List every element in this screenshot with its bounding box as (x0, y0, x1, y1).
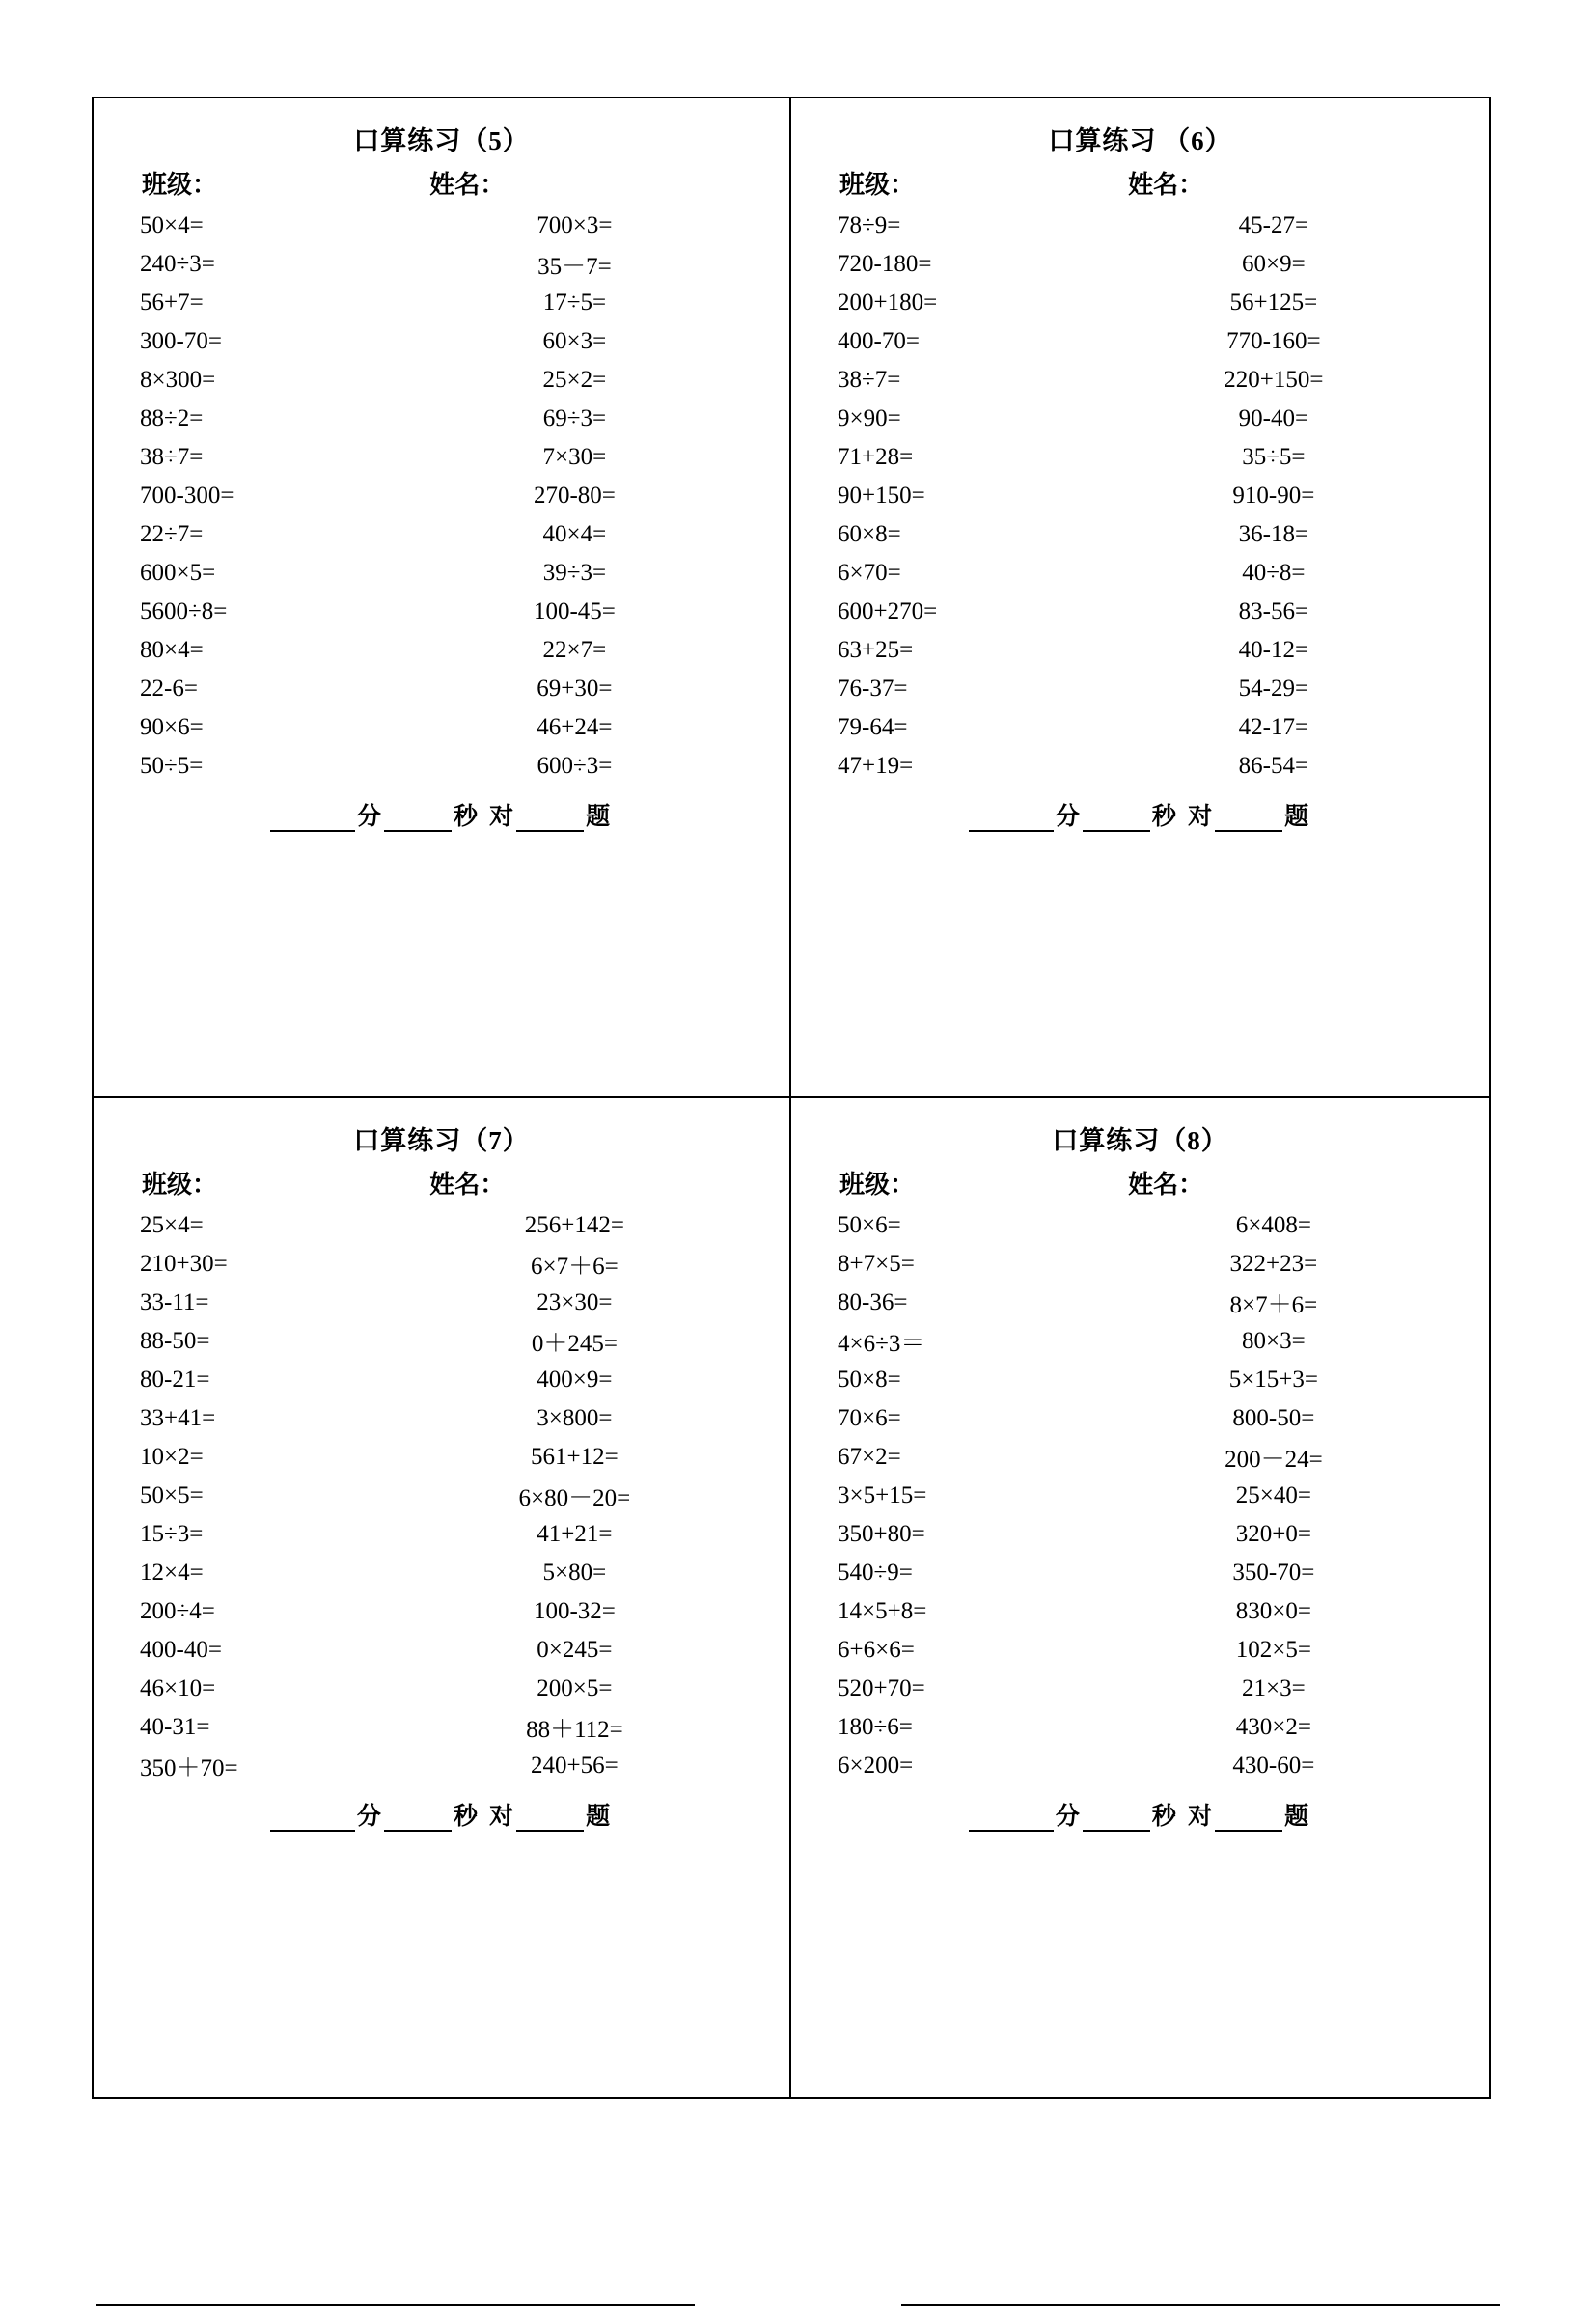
sheet-meta (123, 165, 760, 201)
name-label: 姓名： (429, 1170, 506, 1199)
problem-row (123, 245, 760, 284)
problem: 25×4= (140, 1211, 204, 1238)
problem: 15÷3= (140, 1520, 204, 1547)
problem-row (820, 515, 1460, 554)
problem-row (820, 1322, 1460, 1361)
sheet-footer (820, 797, 1460, 832)
problem: 8+7×5= (838, 1250, 915, 1277)
correct-count-blank (516, 809, 584, 832)
problem: 56+7= (140, 290, 204, 316)
problem-row (123, 708, 760, 747)
sheet-meta (123, 1165, 760, 1201)
problem-row (820, 1206, 1460, 1245)
problem: 40×4= (542, 521, 607, 547)
problem-row (820, 1515, 1460, 1554)
problem: 210+30= (140, 1250, 228, 1277)
problem: 200×5= (537, 1674, 613, 1701)
problem: 88÷2= (140, 405, 204, 431)
minute-unit: 分 (1055, 1803, 1081, 1830)
problem: 8×7＋6= (1229, 1291, 1318, 1318)
problem-row (820, 1592, 1460, 1631)
problem-row (820, 245, 1460, 284)
problem-row (123, 1747, 760, 1785)
time-second-blank (384, 809, 452, 832)
problem: 6×408= (1235, 1211, 1311, 1238)
practice-sheet-4 (791, 1098, 1489, 2098)
problem: 80×3= (1242, 1327, 1306, 1354)
problem-row (123, 207, 760, 245)
problem: 700-300= (140, 483, 234, 509)
time-second-blank (1083, 1809, 1150, 1832)
problem: 220+150= (1224, 367, 1324, 393)
sheet-footer (820, 1797, 1460, 1832)
problem: 35－7= (537, 254, 612, 280)
problem: 520+70= (838, 1674, 925, 1701)
problem: 12×4= (140, 1559, 204, 1586)
problem: 38÷7= (838, 367, 901, 393)
problem: 46+24= (537, 714, 613, 740)
sheet-footer (123, 1797, 760, 1832)
problem: 256+142= (524, 1211, 624, 1238)
problem: 430-60= (1232, 1752, 1315, 1779)
problem: 90×6= (140, 714, 204, 740)
problem-row (820, 1708, 1460, 1747)
correct-count-blank (1215, 1809, 1282, 1832)
sheet-title: 口算练习（7） (353, 1125, 530, 1155)
problem: 45-27= (1238, 212, 1309, 238)
problem: 720-180= (838, 251, 932, 277)
problem: 86-54= (1238, 753, 1309, 779)
problem: 14×5+8= (838, 1597, 927, 1624)
problem: 41+21= (537, 1520, 613, 1547)
problem-list (123, 207, 760, 786)
problem: 600÷3= (537, 753, 613, 779)
items-unit: 题 (1284, 1803, 1310, 1830)
problem-row (820, 322, 1460, 361)
problem: 600×5= (140, 560, 216, 586)
problem-row (820, 284, 1460, 322)
problem: 63+25= (838, 637, 914, 663)
problem-row (123, 1361, 760, 1399)
cut-line-right (901, 2304, 1500, 2306)
problem-row (123, 1322, 760, 1361)
problem-row (123, 631, 760, 670)
problem-row (123, 361, 760, 400)
problem: 80×4= (140, 637, 204, 663)
problem-row (123, 1284, 760, 1322)
problem: 400-40= (140, 1636, 222, 1663)
problem: 21×3= (1242, 1674, 1306, 1701)
problem-row (820, 1554, 1460, 1592)
problem: 100-32= (533, 1597, 616, 1624)
problem: 50×6= (838, 1211, 901, 1238)
problem: 600+270= (838, 598, 938, 624)
problem: 6×70= (838, 560, 901, 586)
time-second-blank (1083, 809, 1150, 832)
problem: 240÷3= (140, 251, 215, 277)
problem: 69+30= (537, 676, 613, 702)
sheet-meta (820, 1165, 1460, 1201)
problem: 22×7= (542, 637, 607, 663)
problem-row (820, 1399, 1460, 1438)
problem-row (123, 477, 760, 515)
second-unit: 秒 (453, 1803, 479, 1830)
problem-row (820, 1477, 1460, 1515)
problem-row (820, 1438, 1460, 1477)
problem-row (123, 1515, 760, 1554)
problem-row (123, 747, 760, 786)
problem: 22÷7= (140, 521, 204, 547)
minute-unit: 分 (1055, 804, 1081, 830)
problem: 100-45= (533, 598, 616, 624)
problem: 6+6×6= (838, 1636, 915, 1663)
problem-row (820, 708, 1460, 747)
problem: 60×9= (1242, 251, 1306, 277)
problem-row (820, 1747, 1460, 1785)
problem-row (123, 554, 760, 593)
problem-row (820, 400, 1460, 438)
name-label: 姓名： (429, 171, 506, 199)
problem-row (123, 284, 760, 322)
problem: 5×80= (542, 1559, 607, 1586)
problem: 800-50= (1232, 1404, 1315, 1431)
problem-row (820, 361, 1460, 400)
correct-label: 对 (1188, 1803, 1214, 1830)
problem-row (123, 1438, 760, 1477)
correct-label: 对 (489, 1803, 515, 1830)
problem-row (123, 1399, 760, 1438)
problem: 36-18= (1238, 521, 1309, 547)
problem-row (123, 322, 760, 361)
problem: 50×4= (140, 212, 204, 238)
problem-row (123, 515, 760, 554)
problem-row (123, 1554, 760, 1592)
problem: 25×40= (1235, 1481, 1311, 1508)
problem: 700×3= (537, 212, 613, 238)
problem: 50×5= (140, 1481, 204, 1508)
items-unit: 题 (586, 804, 612, 830)
second-unit: 秒 (453, 804, 479, 830)
problem: 25×2= (542, 367, 607, 393)
time-minute-blank (969, 1809, 1054, 1832)
problem-list (820, 207, 1460, 786)
problem-row (820, 1245, 1460, 1284)
problem: 76-37= (838, 676, 908, 702)
class-label: 班级： (839, 1170, 916, 1199)
problem: 22-6= (140, 676, 198, 702)
problem: 17÷5= (542, 290, 607, 316)
problem: 6×200= (838, 1752, 914, 1779)
problem: 38÷7= (140, 444, 204, 470)
worksheet-grid (92, 97, 1491, 2099)
problem-row (820, 207, 1460, 245)
problem: 4×6÷3＝ (838, 1330, 925, 1357)
problem: 350＋70= (140, 1755, 238, 1782)
problem: 6×80－20= (518, 1484, 631, 1511)
problem: 400×9= (537, 1366, 613, 1393)
problem: 0×245= (537, 1636, 613, 1663)
problem: 3×5+15= (838, 1481, 927, 1508)
problem: 180÷6= (838, 1713, 913, 1740)
name-label: 姓名： (1128, 1170, 1204, 1199)
problem: 3×800= (537, 1404, 613, 1431)
problem: 56+125= (1229, 290, 1318, 316)
problem: 67×2= (838, 1443, 901, 1470)
problem-row (820, 1284, 1460, 1322)
time-minute-blank (270, 1809, 355, 1832)
practice-sheet-2 (791, 98, 1489, 1098)
second-unit: 秒 (1151, 1803, 1177, 1830)
problem: 910-90= (1232, 483, 1315, 509)
problem-row (820, 670, 1460, 708)
problem-row (123, 1670, 760, 1708)
problem-row (123, 1477, 760, 1515)
problem-row (820, 593, 1460, 631)
problem-row (820, 1361, 1460, 1399)
problem: 70×6= (838, 1404, 901, 1431)
correct-count-blank (1215, 809, 1282, 832)
problem: 69÷3= (542, 405, 607, 431)
correct-count-blank (516, 1809, 584, 1832)
problem-row (123, 1245, 760, 1284)
sheet-meta (820, 165, 1460, 201)
problem: 60×8= (838, 521, 901, 547)
problem-row (820, 631, 1460, 670)
problem: 80-36= (838, 1288, 908, 1315)
problem: 46×10= (140, 1674, 216, 1701)
problem-row (820, 1670, 1460, 1708)
problem-list (820, 1206, 1460, 1785)
problem: 400-70= (838, 328, 920, 354)
name-label: 姓名： (1128, 171, 1204, 199)
problem: 90-40= (1238, 405, 1309, 431)
class-label: 班级： (839, 171, 916, 199)
problem: 78÷9= (838, 212, 901, 238)
problem: 770-160= (1226, 328, 1321, 354)
problem: 10×2= (140, 1443, 204, 1470)
time-minute-blank (969, 809, 1054, 832)
problem: 40-31= (140, 1713, 210, 1740)
problem: 33-11= (140, 1288, 209, 1315)
sheet-footer (123, 797, 760, 832)
problem: 540÷9= (838, 1559, 913, 1586)
problem-list (123, 1206, 760, 1785)
problem: 80-21= (140, 1366, 210, 1393)
problem-row (820, 554, 1460, 593)
problem: 270-80= (533, 483, 616, 509)
problem: 42-17= (1238, 714, 1309, 740)
problem-row (820, 1631, 1460, 1670)
problem-row (820, 438, 1460, 477)
problem: 200÷4= (140, 1597, 215, 1624)
practice-sheet-3 (94, 1098, 791, 2098)
problem: 430×2= (1235, 1713, 1311, 1740)
problem: 83-56= (1238, 598, 1309, 624)
problem-row (123, 1708, 760, 1747)
problem: 322+23= (1229, 1250, 1318, 1277)
items-unit: 题 (1284, 804, 1310, 830)
problem: 5×15+3= (1228, 1366, 1319, 1393)
problem: 320+0= (1235, 1520, 1311, 1547)
problem-row (123, 1631, 760, 1670)
items-unit: 题 (586, 1803, 612, 1830)
problem: 39÷3= (542, 560, 607, 586)
second-unit: 秒 (1151, 804, 1177, 830)
problem: 88＋112= (526, 1716, 623, 1743)
problem: 33+41= (140, 1404, 216, 1431)
problem: 102×5= (1235, 1636, 1311, 1663)
correct-label: 对 (1188, 804, 1214, 830)
problem: 561+12= (531, 1443, 619, 1470)
problem-row (123, 438, 760, 477)
problem: 8×300= (140, 367, 216, 393)
practice-sheet-1 (94, 98, 791, 1098)
problem: 47+19= (838, 753, 914, 779)
sheet-title: 口算练习（5） (353, 126, 530, 155)
problem: 40÷8= (1242, 560, 1306, 586)
time-second-blank (384, 1809, 452, 1832)
problem: 240+56= (531, 1752, 619, 1779)
minute-unit: 分 (356, 804, 382, 830)
problem: 35÷5= (1242, 444, 1306, 470)
cut-line-left (96, 2304, 695, 2306)
class-label: 班级： (142, 1170, 218, 1199)
problem-row (123, 400, 760, 438)
problem: 60×3= (542, 328, 607, 354)
problem: 23×30= (537, 1288, 613, 1315)
problem: 90+150= (838, 483, 925, 509)
problem: 0＋245= (531, 1330, 618, 1357)
problem: 300-70= (140, 328, 222, 354)
correct-label: 对 (489, 804, 515, 830)
problem: 71+28= (838, 444, 914, 470)
minute-unit: 分 (356, 1803, 382, 1830)
problem: 200+180= (838, 290, 938, 316)
problem: 54-29= (1238, 676, 1309, 702)
problem-row (123, 593, 760, 631)
problem: 5600÷8= (140, 598, 228, 624)
time-minute-blank (270, 809, 355, 832)
problem: 830×0= (1235, 1597, 1311, 1624)
problem: 50÷5= (140, 753, 204, 779)
problem-row (123, 1592, 760, 1631)
problem: 40-12= (1238, 637, 1309, 663)
problem: 200－24= (1225, 1446, 1323, 1473)
class-label: 班级： (142, 171, 218, 199)
problem: 9×90= (838, 405, 901, 431)
problem: 79-64= (838, 714, 908, 740)
problem: 7×30= (542, 444, 607, 470)
problem: 88-50= (140, 1327, 210, 1354)
problem-row (820, 747, 1460, 786)
problem: 6×7＋6= (531, 1253, 619, 1280)
problem-row (820, 477, 1460, 515)
problem: 50×8= (838, 1366, 901, 1393)
sheet-title: 口算练习 （6） (1048, 126, 1232, 155)
sheet-title: 口算练习（8） (1052, 1125, 1228, 1155)
problem: 350-70= (1232, 1559, 1315, 1586)
problem-row (123, 670, 760, 708)
problem-row (123, 1206, 760, 1245)
problem: 350+80= (838, 1520, 925, 1547)
